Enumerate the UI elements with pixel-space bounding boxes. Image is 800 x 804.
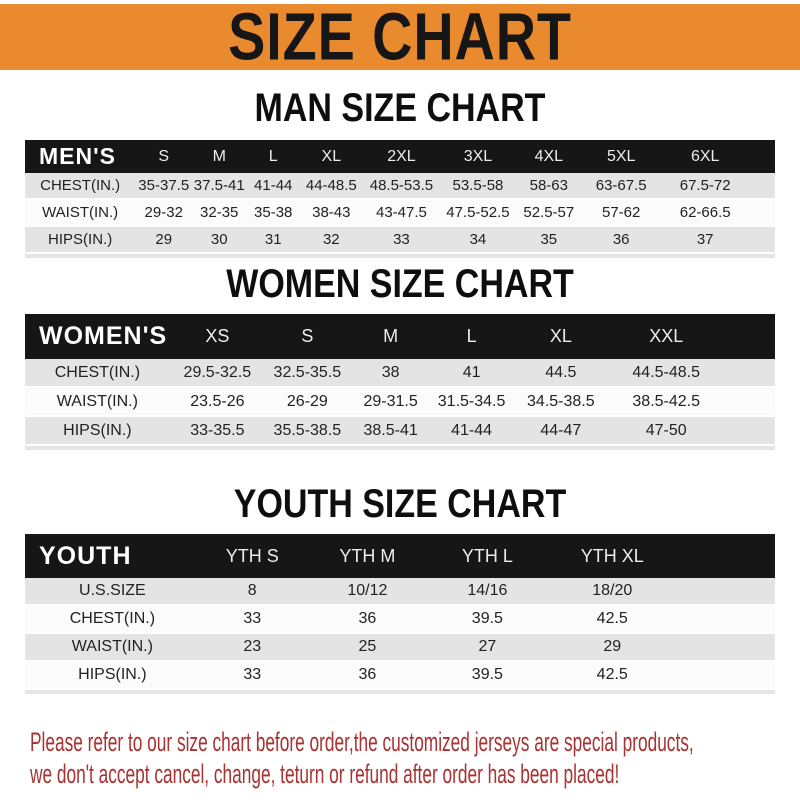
size-cell: 18/20 bbox=[545, 578, 680, 606]
size-cell: 53.5-58 bbox=[440, 173, 515, 200]
size-cell: 37.5-41 bbox=[192, 173, 246, 200]
size-cell: 8 bbox=[200, 578, 305, 606]
size-cell: 42.5 bbox=[545, 606, 680, 634]
row-label: HIPS(IN.) bbox=[25, 662, 200, 690]
size-cell: 32.5-35.5 bbox=[265, 359, 350, 388]
size-cell: 57-62 bbox=[582, 200, 660, 227]
size-cell: 26-29 bbox=[265, 388, 350, 417]
size-cell: 36 bbox=[582, 227, 660, 254]
size-cell: 31.5-34.5 bbox=[431, 388, 511, 417]
size-cell: 30 bbox=[192, 227, 246, 254]
size-cell: 47-50 bbox=[610, 417, 723, 446]
size-cell: 38-43 bbox=[300, 200, 362, 227]
size-cell: 29-32 bbox=[135, 200, 192, 227]
column-header: L bbox=[431, 314, 511, 359]
size-cell: 41-44 bbox=[246, 173, 300, 200]
size-cell: 47.5-52.5 bbox=[440, 200, 515, 227]
row-label: WAIST(IN.) bbox=[25, 388, 170, 417]
row-label: CHEST(IN.) bbox=[25, 173, 135, 200]
women-size-table bbox=[25, 314, 775, 446]
table-row bbox=[25, 662, 775, 690]
table-row bbox=[25, 634, 775, 662]
women-section-heading: WOMEN SIZE CHART bbox=[226, 262, 574, 306]
header-filler bbox=[722, 314, 775, 359]
cell-filler bbox=[680, 606, 775, 634]
size-cell: 14/16 bbox=[430, 578, 545, 606]
column-header: 4XL bbox=[515, 140, 582, 173]
table-row bbox=[25, 200, 775, 227]
size-cell: 41 bbox=[431, 359, 511, 388]
table-header-row bbox=[25, 140, 775, 173]
cell-filler bbox=[722, 417, 775, 446]
table-corner-label: WOMEN'S bbox=[25, 314, 170, 359]
size-cell: 32-35 bbox=[192, 200, 246, 227]
size-cell: 38 bbox=[350, 359, 432, 388]
row-label: WAIST(IN.) bbox=[25, 634, 200, 662]
column-header: M bbox=[350, 314, 432, 359]
size-cell: 34 bbox=[440, 227, 515, 254]
footer-line-1: Please refer to our size chart before order,the customized jerseys are special products, bbox=[30, 727, 694, 757]
row-label: HIPS(IN.) bbox=[25, 417, 170, 446]
table-row bbox=[25, 578, 775, 606]
size-cell: 42.5 bbox=[545, 662, 680, 690]
column-header: YTH S bbox=[200, 534, 305, 578]
size-cell: 35 bbox=[515, 227, 582, 254]
column-header: L bbox=[246, 140, 300, 173]
table-corner-label: YOUTH bbox=[25, 534, 200, 578]
table-row bbox=[25, 606, 775, 634]
row-label: U.S.SIZE bbox=[25, 578, 200, 606]
size-cell: 23.5-26 bbox=[170, 388, 265, 417]
size-cell: 67.5-72 bbox=[660, 173, 750, 200]
size-cell: 29 bbox=[135, 227, 192, 254]
row-label: HIPS(IN.) bbox=[25, 227, 135, 254]
size-cell: 33 bbox=[200, 662, 305, 690]
size-cell: 48.5-53.5 bbox=[362, 173, 440, 200]
cell-filler bbox=[722, 388, 775, 417]
cell-filler bbox=[680, 634, 775, 662]
column-header: 5XL bbox=[582, 140, 660, 173]
table-row bbox=[25, 417, 775, 446]
size-cell: 58-63 bbox=[515, 173, 582, 200]
size-cell: 29.5-32.5 bbox=[170, 359, 265, 388]
youth-section-heading: YOUTH SIZE CHART bbox=[233, 482, 567, 526]
table-row bbox=[25, 173, 775, 200]
size-cell: 44-48.5 bbox=[300, 173, 362, 200]
size-cell: 37 bbox=[660, 227, 750, 254]
cell-filler bbox=[722, 359, 775, 388]
size-cell: 63-67.5 bbox=[582, 173, 660, 200]
size-chart-banner bbox=[0, 0, 800, 75]
table-row bbox=[25, 359, 775, 388]
cell-filler bbox=[750, 200, 775, 227]
column-header: XL bbox=[300, 140, 362, 173]
size-cell: 38.5-42.5 bbox=[610, 388, 723, 417]
cell-filler bbox=[750, 227, 775, 254]
size-cell: 10/12 bbox=[305, 578, 430, 606]
table-header-row bbox=[25, 314, 775, 359]
column-header: YTH XL bbox=[545, 534, 680, 578]
size-cell: 36 bbox=[305, 662, 430, 690]
cell-filler bbox=[680, 578, 775, 606]
size-cell: 43-47.5 bbox=[362, 200, 440, 227]
size-cell: 25 bbox=[305, 634, 430, 662]
table-header-row bbox=[25, 534, 775, 578]
row-label: WAIST(IN.) bbox=[25, 200, 135, 227]
size-cell: 35-37.5 bbox=[135, 173, 192, 200]
header-filler bbox=[680, 534, 775, 578]
column-header: XS bbox=[170, 314, 265, 359]
column-header: S bbox=[265, 314, 350, 359]
size-cell: 33 bbox=[362, 227, 440, 254]
size-cell: 31 bbox=[246, 227, 300, 254]
cell-filler bbox=[750, 173, 775, 200]
cell-filler bbox=[680, 662, 775, 690]
table-row bbox=[25, 388, 775, 417]
size-cell: 44.5 bbox=[512, 359, 610, 388]
size-cell: 33-35.5 bbox=[170, 417, 265, 446]
column-header: 3XL bbox=[440, 140, 515, 173]
column-header: XL bbox=[512, 314, 610, 359]
size-cell: 35-38 bbox=[246, 200, 300, 227]
column-header: S bbox=[135, 140, 192, 173]
size-cell: 32 bbox=[300, 227, 362, 254]
table-corner-label: MEN'S bbox=[25, 140, 135, 173]
youth-size-table bbox=[25, 534, 775, 690]
size-cell: 39.5 bbox=[430, 606, 545, 634]
row-label: CHEST(IN.) bbox=[25, 606, 200, 634]
size-cell: 35.5-38.5 bbox=[265, 417, 350, 446]
column-header: YTH M bbox=[305, 534, 430, 578]
size-cell: 44.5-48.5 bbox=[610, 359, 723, 388]
size-cell: 38.5-41 bbox=[350, 417, 432, 446]
size-cell: 41-44 bbox=[431, 417, 511, 446]
table-row bbox=[25, 227, 775, 254]
column-header: 2XL bbox=[362, 140, 440, 173]
header-filler bbox=[750, 140, 775, 173]
size-cell: 33 bbox=[200, 606, 305, 634]
size-cell: 29-31.5 bbox=[350, 388, 432, 417]
size-cell: 23 bbox=[200, 634, 305, 662]
footer-line-2: we don't accept cancel, change, teturn or refund after order has been placed! bbox=[30, 759, 620, 789]
size-cell: 29 bbox=[545, 634, 680, 662]
footer-disclaimer bbox=[30, 726, 694, 790]
size-cell: 27 bbox=[430, 634, 545, 662]
size-cell: 36 bbox=[305, 606, 430, 634]
column-header: YTH L bbox=[430, 534, 545, 578]
column-header: XXL bbox=[610, 314, 723, 359]
man-section-heading: MAN SIZE CHART bbox=[254, 86, 546, 130]
size-cell: 62-66.5 bbox=[660, 200, 750, 227]
banner-title: SIZE CHART bbox=[228, 0, 572, 75]
men-size-table bbox=[25, 140, 775, 254]
size-cell: 34.5-38.5 bbox=[512, 388, 610, 417]
row-label: CHEST(IN.) bbox=[25, 359, 170, 388]
size-cell: 39.5 bbox=[430, 662, 545, 690]
size-cell: 52.5-57 bbox=[515, 200, 582, 227]
column-header: M bbox=[192, 140, 246, 173]
column-header: 6XL bbox=[660, 140, 750, 173]
size-cell: 44-47 bbox=[512, 417, 610, 446]
